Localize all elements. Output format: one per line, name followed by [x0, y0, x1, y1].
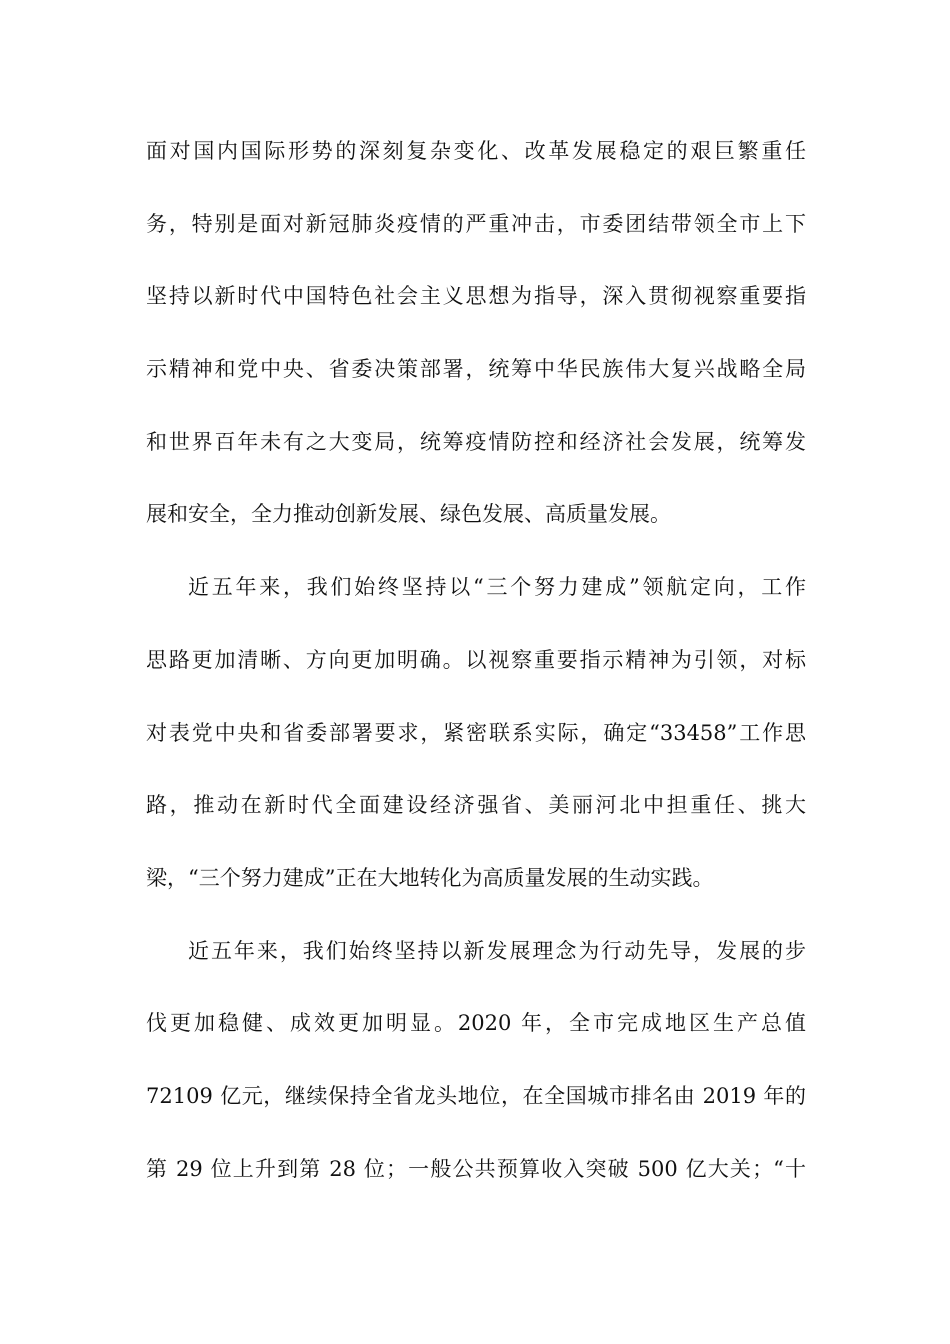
text-line: 思路更加清晰、方向更加明确。以视察重要指示精神为引领，对标: [146, 647, 806, 672]
text-line: 伐更加稳健、成效更加明显。2020 年，全市完成地区生产总值: [146, 1011, 806, 1036]
paragraph-first-line: 近五年来，我们始终坚持以“三个努力建成”领航定向，工作: [188, 575, 806, 600]
text-line: 第 29 位上升到第 28 位；一般公共预算收入突破 500 亿大关；“十: [146, 1156, 806, 1181]
text-line: 72109 亿元，继续保持全省龙头地位，在全国城市排名由 2019 年的: [146, 1083, 806, 1108]
paragraph-first-line: 近五年来，我们始终坚持以新发展理念为行动先导，发展的步: [188, 938, 806, 963]
text-line: 展和安全，全力推动创新发展、绿色发展、高质量发展。: [146, 502, 671, 527]
document-body: [146, 133, 806, 1223]
text-line: 面对国内国际形势的深刻复杂变化、改革发展稳定的艰巨繁重任: [146, 139, 806, 163]
text-line: 示精神和党中央、省委决策部署，统筹中华民族伟大复兴战略全局: [146, 357, 806, 382]
text-line: 坚持以新时代中国特色社会主义思想为指导，深入贯彻视察重要指: [146, 284, 806, 309]
text-line: 路，推动在新时代全面建设经济强省、美丽河北中担重任、挑大: [146, 793, 806, 818]
text-line: 务，特别是面对新冠肺炎疫情的严重冲击，市委团结带领全市上下: [146, 211, 806, 236]
text-line: 梁，“三个努力建成”正在大地转化为高质量发展的生动实践。: [146, 865, 714, 890]
text-line: 和世界百年未有之大变局，统筹疫情防控和经济社会发展，统筹发: [146, 429, 806, 454]
text-line: 对表党中央和省委部署要求，紧密联系实际，确定“33458”工作思: [146, 720, 806, 745]
